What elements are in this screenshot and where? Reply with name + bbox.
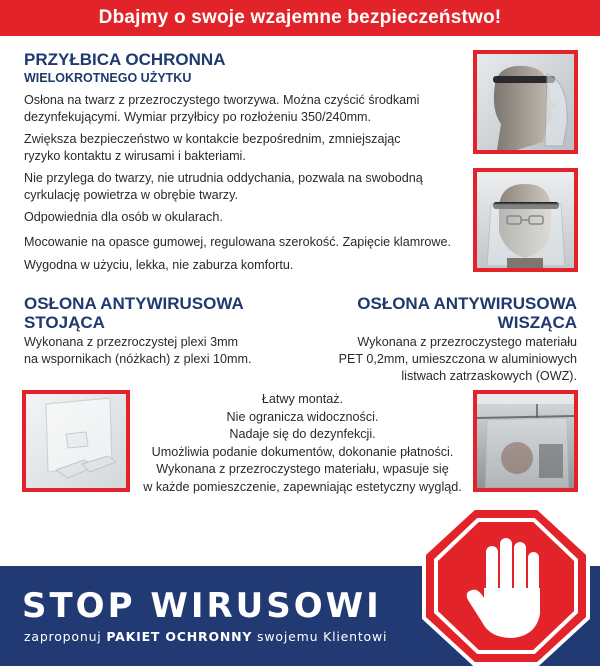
mannequin-side-image (477, 54, 574, 150)
face-shield-subtitle: WIELOKROTNEGO UŻYTKU (24, 71, 192, 85)
mannequin-front-image (477, 172, 574, 268)
top-banner (0, 0, 600, 36)
feature-item: Umożliwia podanie dokumentów, dokonanie płatności. (151, 444, 454, 459)
face-shield-photo-side (473, 50, 578, 154)
footer-title: STOP WIRUSOWI (22, 586, 382, 626)
feature-item: Łatwy montaż. (261, 392, 344, 406)
face-shield-p3: Nie przylega do twarzy, nie utrudnia oddychania, pozwala na swobodną cyrkulację powietrza w obrębie twarzy. (24, 171, 423, 202)
face-shield-p5: Mocowanie na opasce gumowej, regulowana szerokość. Zapięcie klamrowe. (24, 235, 452, 249)
banner-text: Dbajmy o swoje wzajemne bezpieczeństwo! (98, 7, 502, 28)
standing-shield-desc: Wykonana z przezroczystej plexi 3mm na wspornikach (nóżkach) z plexi 10mm. (24, 335, 252, 366)
standing-shield-image (26, 394, 126, 488)
feature-item: Wykonana z przezroczystego materiału, wpasuje się (156, 462, 449, 477)
feature-item: w każde pomieszczenie, zapewniając estetyczny wygląd. (143, 479, 462, 494)
footer-subtitle: zaproponuj PAKIET OCHRONNY swojemu Klientowi (24, 629, 388, 644)
hanging-shield-title-2: WISZĄCA (497, 313, 577, 332)
hanging-shield-title-1: OSŁONA ANTYWIRUSOWA (357, 294, 577, 313)
face-shield-title: PRZYŁBICA OCHRONNA (24, 50, 226, 69)
standing-shield-photo (22, 390, 130, 492)
feature-item: Nie ogranicza widoczności. (226, 409, 379, 424)
face-shield-photo-front (473, 168, 578, 272)
hanging-shield-desc: Wykonana z przezroczystego materiału PET 0,2mm, umieszczona w aluminiowych listwach zatrzaskowych (OWZ). (338, 335, 577, 383)
hanging-shield-image (477, 394, 574, 488)
standing-shield-title-1: OSŁONA ANTYWIRUSOWA (24, 294, 244, 313)
standing-shield-title-2: STOJĄCA (24, 313, 105, 332)
face-shield-p1: Osłona na twarz z przezroczystego tworzywa. Można czyścić środkami dezynfekującymi. Wymiar przyłbicy po rozłożeniu 350/240mm. (24, 93, 420, 124)
face-shield-p4: Odpowiednia dla osób w okularach. (24, 210, 223, 224)
features-list (135, 391, 470, 497)
face-shield-p6: Wygodna w użyciu, lekka, nie zaburza komfortu. (24, 258, 294, 272)
stop-hand-icon (420, 506, 592, 666)
feature-item: Nadaje się do dezynfekcji. (229, 427, 376, 442)
hanging-shield-photo (473, 390, 578, 492)
face-shield-p2: Zwiększa bezpieczeństwo w kontakcie bezpośrednim, zmniejszając ryzyko kontaktu z wirusami i bakteriami. (24, 132, 401, 163)
